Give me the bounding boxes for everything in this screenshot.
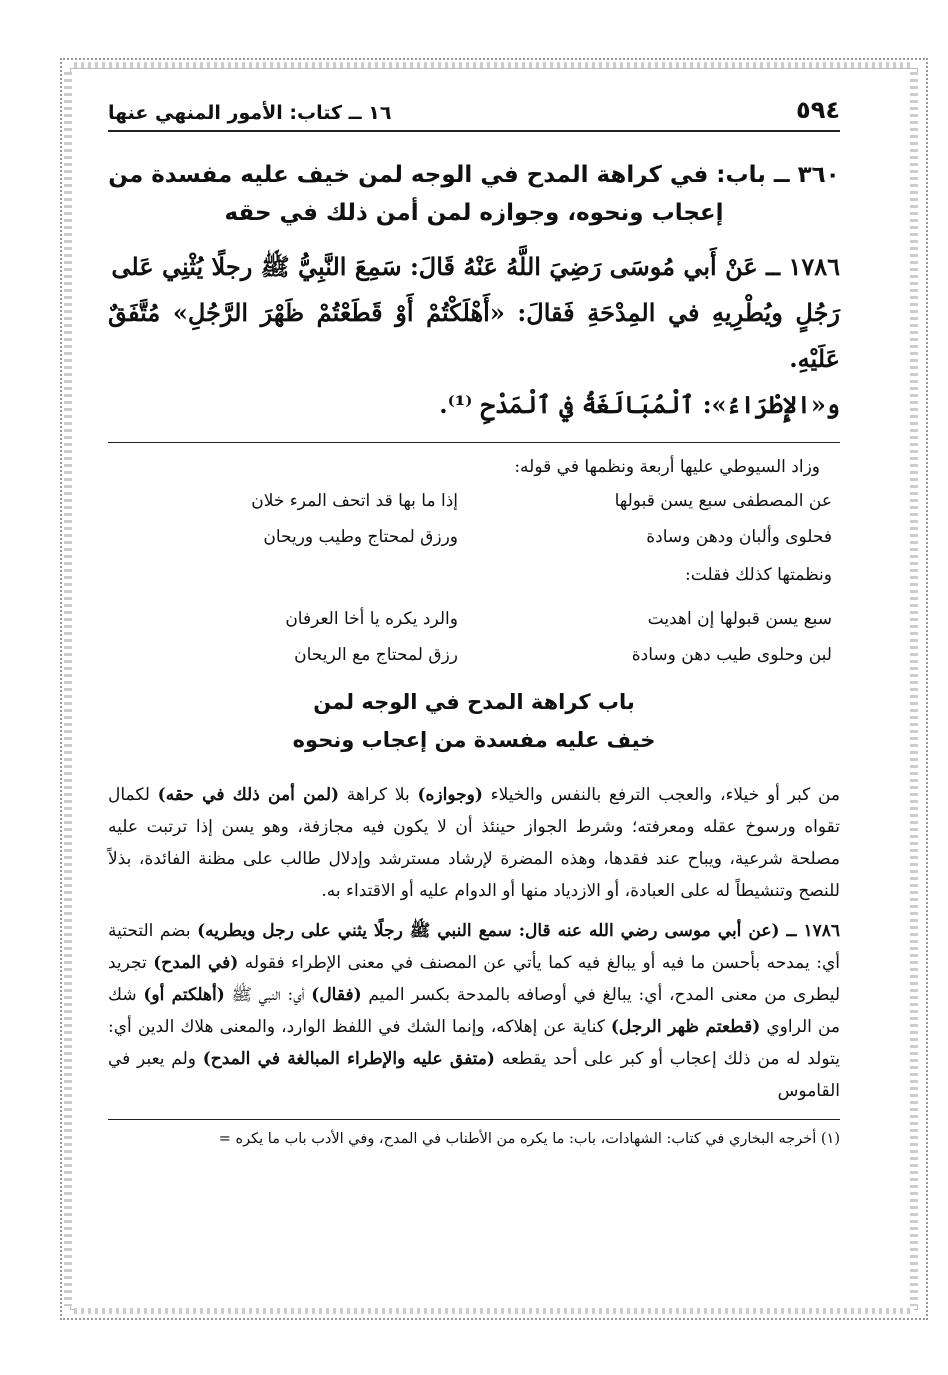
section-title-line: خيف عليه مفسدة من إعجاب ونحوه	[292, 728, 656, 752]
chapter-heading-line: إعجاب ونحوه، وجوازه لمن أمن ذلك في حقه	[224, 200, 724, 226]
running-title: ١٦ ــ كتاب: الأمور المنهي عنها	[108, 102, 392, 124]
bold-run: (لمن أمن ذلك في حقه)	[157, 785, 340, 805]
hadith-text	[108, 244, 840, 428]
bold-run: ١٧٨٦ ــ (عن أبي موسى رضي الله عنه قال: سمع النبي ﷺ رجلًا يثني على رجل ويطريه)	[197, 921, 840, 941]
border-ornament-top	[74, 62, 914, 68]
hadith-line: ١٧٨٦ ــ عَنْ أَبي مُوسَى رَضِيَ اللَّهُ عَنْهُ قَالَ: سَمِعَ النَّبِيُّ ﷺ رجلًا يُثْنِي عَلى	[111, 252, 840, 281]
bold-run: (فقال)	[311, 985, 362, 1005]
verse-hemistich: ورزق لمحتاج وطيب وريحان	[263, 527, 458, 547]
bold-run: (أهلكتم أو)	[143, 985, 225, 1005]
border-ornament-left	[64, 72, 72, 1306]
verse-row	[108, 483, 840, 519]
bold-run: (قطعتم ظهر الرجل)	[610, 1017, 761, 1037]
hadith-line: و«الإِطْرَاءُ»: ٱلْمُبَالَغَةُ في ٱلْمَدْحِ ⁽¹⁾.	[439, 390, 840, 419]
chapter-heading-line: ٣٦٠ ــ باب: في كراهة المدح في الوجه لمن خيف عليه مفسدة من	[108, 162, 840, 188]
divider	[108, 442, 840, 443]
commentary-block	[108, 451, 840, 673]
page-content	[108, 96, 840, 1152]
verse-hemistich: فحلوى وألبان ودهن وسادة	[646, 527, 832, 547]
section-title-line: باب كراهة المدح في الوجه لمن	[313, 690, 635, 714]
text-run: تجريد ليطرى من معنى المدح، أي: يبالغ في أوصافه بالمدحة بكسر الميم	[108, 953, 840, 1005]
commentary-intro: وزاد السيوطي عليها أربعة ونظمها في قوله:	[514, 457, 820, 477]
text-run: من كبر أو خيلاء، والعجب الترفع بالنفس والخيلاء	[482, 785, 840, 805]
footnote: (١) أخرجه البخاري في كتاب: الشهادات، باب: ما يكره من الأطناب في المدح، وفي الأدب باب ما يكره =	[218, 1131, 840, 1147]
verse-hemistich: إذا ما بها قد اتحف المرء خلان	[251, 491, 458, 511]
text-run: ولم يعبر في القاموس	[108, 1049, 840, 1101]
verse-row	[108, 637, 840, 673]
verse-row	[108, 519, 840, 555]
border-ornament-bottom	[74, 1308, 914, 1314]
footnote-divider	[108, 1119, 840, 1120]
text-run: بضم التحتية أي: يمدحه بأحسن ما فيه أو يبالغ فيه كما يأتي عن المصنف في معنى الإطراء فقوله	[108, 921, 840, 973]
page-number: ٥٩٤	[796, 96, 840, 124]
verse-hemistich: والرد يكره يا أخا العرفان	[285, 609, 458, 629]
text-run: كناية عن إهلاكه، وإنما الشك في اللفظ الوارد، والمعنى هلاك الدين أي: يتولد له من ذلك إعجاب أو كبر على أحد يقطعه	[108, 1017, 840, 1069]
text-run: بلا كراهة	[339, 785, 418, 805]
chapter-heading	[108, 156, 840, 232]
text-run: لكمال تقواه ورسوخ عقله ومعرفته؛ وشرط الجواز حينئذ أن لا يكون فيه مجازفة، وهو يسن إذا ترتبت عليه مصلحة شرعية، ويباح عند فقدها، وهذه المضرة لإرشاد مسترشد وإدلال طالب على مظنة الفائدة، بذلاً للنصح وتنشيطاً له على العبادة، أو الازدياد منها أو الدوام عليه أو الاقتداء به.	[108, 785, 840, 901]
verse-hemistich: سبع يسن قبولها إن اهديت	[647, 609, 832, 629]
verse-hemistich: رزق لمحتاج مع الريحان	[294, 645, 458, 665]
running-header	[108, 96, 840, 132]
text-run: أي: النبي ﷺ	[224, 985, 312, 1005]
border-ornament-right	[910, 72, 918, 1306]
bold-run: (وجوازه)	[417, 785, 483, 805]
bold-run: (متفق عليه والإطراء المبالغة في المدح)	[202, 1049, 495, 1069]
text-run: شك من الراوي	[108, 985, 840, 1037]
section-title	[108, 683, 840, 759]
bold-run: (في المدح)	[153, 953, 239, 973]
verse-hemistich: لبن وحلوى طيب دهن وسادة	[631, 645, 832, 665]
commentary-intro: ونظمتها كذلك فقلت:	[685, 565, 832, 585]
paragraph	[108, 779, 840, 907]
paragraph	[108, 915, 840, 1107]
verse-hemistich: عن المصطفى سبع يسن قبولها	[614, 491, 832, 511]
verse-row	[108, 601, 840, 637]
hadith-line: رَجُلٍ ويُطْرِيهِ في المِدْحَةِ فَقالَ: «أَهْلَكْتُمْ أَوْ قَطَعْتُمْ ظَهْرَ الرَّجُلِ» مُتَّفَقٌ عَلَيْهِ.	[108, 298, 840, 373]
